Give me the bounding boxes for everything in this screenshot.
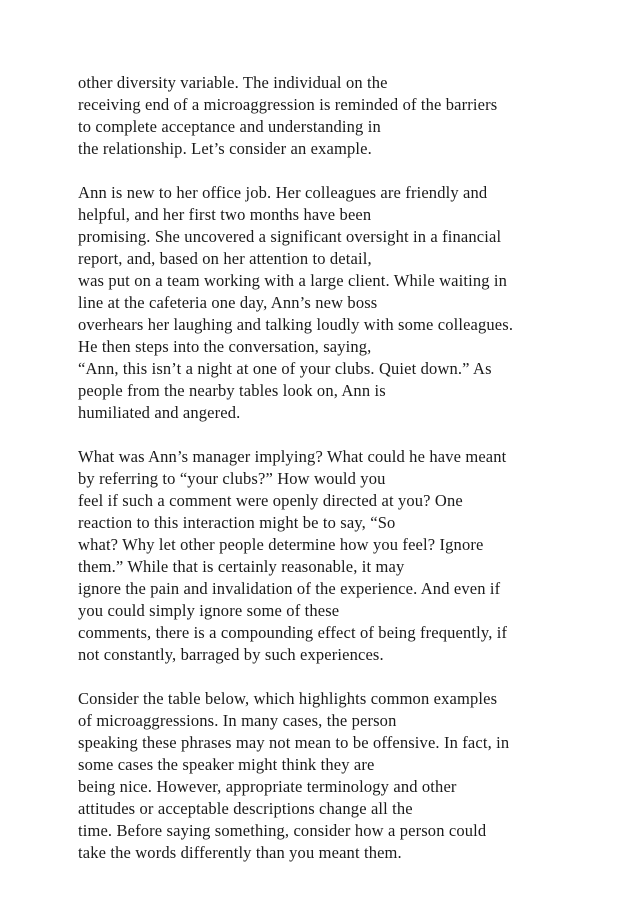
text-line: report, and, based on her attention to detail, <box>78 249 372 268</box>
text-line: comments, there is a compounding effect of being frequently, if <box>78 623 508 642</box>
paragraph-questions <box>78 446 608 666</box>
paragraph-table-intro <box>78 688 608 864</box>
text-line: He then steps into the conversation, saying, <box>78 337 372 356</box>
text-line: line at the cafeteria one day, Ann’s new boss <box>78 293 378 312</box>
text-line: overhears her laughing and talking loudly with some colleagues. <box>78 315 514 334</box>
text-line: What was Ann’s manager implying? What could he have meant <box>78 447 507 466</box>
text-line: humiliated and angered. <box>78 403 241 422</box>
text-line: of microaggressions. In many cases, the person <box>78 711 397 730</box>
text-line: receiving end of a microaggression is reminded of the barriers <box>78 95 498 114</box>
text-line: “Ann, this isn’t a night at one of your clubs. Quiet down.” As <box>78 359 492 378</box>
text-line: by referring to “your clubs?” How would you <box>78 469 386 488</box>
text-line: helpful, and her first two months have been <box>78 205 372 224</box>
text-line: people from the nearby tables look on, Ann is <box>78 381 386 400</box>
text-line: promising. She uncovered a significant oversight in a financial <box>78 227 502 246</box>
text-line: what? Why let other people determine how you feel? Ignore <box>78 535 484 554</box>
text-line: the relationship. Let’s consider an example. <box>78 139 372 158</box>
text-line: time. Before saying something, consider how a person could <box>78 821 487 840</box>
text-line: not constantly, barraged by such experiences. <box>78 645 384 664</box>
text-line: attitudes or acceptable descriptions change all the <box>78 799 413 818</box>
text-line: ignore the pain and invalidation of the experience. And even if <box>78 579 501 598</box>
paragraph-ann-example <box>78 182 608 424</box>
text-line: speaking these phrases may not mean to be offensive. In fact, in <box>78 733 510 752</box>
text-line: being nice. However, appropriate terminology and other <box>78 777 457 796</box>
text-line: to complete acceptance and understanding in <box>78 117 381 136</box>
document-page <box>78 72 608 886</box>
text-line: feel if such a comment were openly directed at you? One <box>78 491 463 510</box>
text-line: other diversity variable. The individual on the <box>78 73 388 92</box>
text-line: them.” While that is certainly reasonable, it may <box>78 557 405 576</box>
text-line: take the words differently than you meant them. <box>78 843 402 862</box>
text-line: Consider the table below, which highlights common examples <box>78 689 498 708</box>
text-line: reaction to this interaction might be to say, “So <box>78 513 396 532</box>
paragraph-intro-continuation <box>78 72 608 160</box>
text-line: was put on a team working with a large client. While waiting in <box>78 271 508 290</box>
text-line: Ann is new to her office job. Her colleagues are friendly and <box>78 183 488 202</box>
text-line: you could simply ignore some of these <box>78 601 340 620</box>
text-line: some cases the speaker might think they are <box>78 755 375 774</box>
